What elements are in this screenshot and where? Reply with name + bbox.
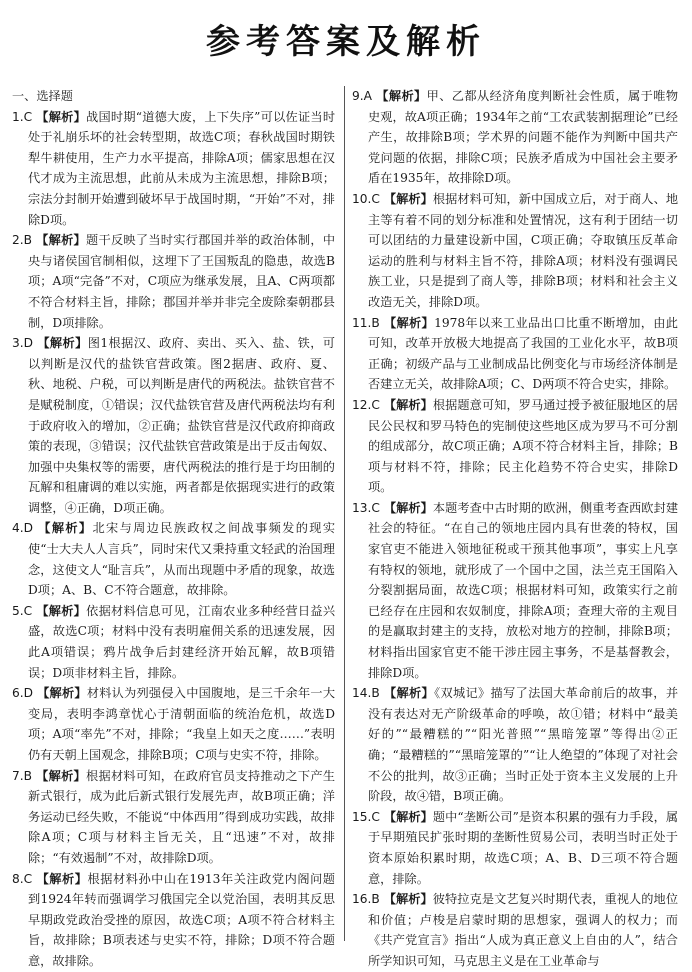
item-answer: B: [23, 233, 33, 248]
item-text: 1978年以来工业品出口比重不断增加，由此可知，改革开放极大地提高了我国的工业化水平，故B项正确；初级产品与工业制成品比例变化与市场经济体制是否建立无关，故排除A项；C、D两项不符合史实，排除。: [368, 315, 678, 392]
answer-item: [12, 333, 335, 518]
item-text: 根据材料孙中山在1913年关注政党内阁问题到1924年转而强调学习俄国完全以党治国，表明其反思早期政党政治受挫的原因，故选C项；A项不符合材料主旨，故排除；B项表述与史实不符，排除；D项不符合题意，故排除。: [28, 871, 335, 968]
answer-item: [352, 683, 678, 807]
item-text: 题干反映了当时实行郡国并举的政治体制，中央与诸侯国官制相似，这埋下了王国叛乱的隐患，故选B项；A项“完备”不对，C项应为继承发展，且A、C两项都不符合材料主旨，排除；郡国并举并非完全废除秦朝郡县制，D项排除。: [28, 233, 336, 330]
item-text: 甲、乙都从经济角度判断社会性质，属于唯物史观，故A项正确；1934年之前“工农武装割据理论”已经产生，故排除B项；学术界的问题不能作为判断中国共产党问题的依据，排除C项；民族矛盾成为中国社会主要矛盾在1935年，故排除D项。: [368, 89, 679, 186]
analysis-tag: 【解析】: [37, 686, 87, 701]
analysis-tag: 【解析】: [383, 191, 433, 206]
answer-item: [12, 107, 335, 231]
item-answer: C: [371, 809, 380, 824]
item-text: 战国时期“道德大废，上下失序”可以佐证当时处于礼崩乐坏的社会转型期，故选C项；春秋战国时期铁犁牛耕使用，生产力水平提高，排除A项；儒家思想在汉代才成为主流思想，此前从未成为主流思想，排除B项；宗法分封制开始遭到破坏早于战国时期，“开始”不对，排除D项。: [28, 109, 336, 227]
analysis-tag: 【解析】: [37, 336, 88, 351]
item-text: 《双城记》描写了法国大革命前后的故事，并没有表达对无产阶级革命的呼唤，故①错；材料中“最美好的”“最糟糕的”“阳光普照”“黑暗笼罩”等得出②正确；“最糟糕的”“黑暗笼罩的”“让人绝望的”体现了对社会不公的批判，故③正确；当时正处于资本主义发展的上升阶段，故④错，B项正确。: [368, 686, 679, 804]
item-text: 依据材料信息可见，江南农业多种经营日益兴盛，故选C项；材料中没有表明雇佣关系的迅速发展，因此A项错误；鸦片战争后封建经济开始瓦解，故B项错误；D项非材料主旨，排除。: [28, 603, 336, 680]
item-text: 本题考查中古时期的欧洲，侧重考查西欧封建社会的特征。“在自己的领地庄园内具有世袭的特权，国家官吏不能进入领地征税或干预其他事项”，事实上凡享有特权的领地，就形成了一个国中之国，法兰克王国陷入分裂割据局面，故选C项；根据材料可知，政策实行之前已经存在庄园和农奴制度，排除A项；查理大帝的主观目的是赢取封建主的支持，放松对地方的控制，排除B项；材料指出国家官吏不能干涉庄园主事务，不是基督教会，排除D项。: [368, 500, 679, 680]
analysis-tag: 【解析】: [383, 500, 433, 515]
answer-item: [352, 86, 678, 189]
item-answer: A: [363, 89, 372, 103]
item-answer: B: [371, 315, 380, 330]
answer-item: [12, 683, 335, 765]
item-text: 根据题意可知，罗马通过授予被征服地区的居民公民权和罗马特色的宪制使这些地区成为罗马不可分割的组成部分，故C项正确；A项不符合材料主旨，排除；B项与材料不符，排除；民主化趋势不符合史实，排除D项。: [368, 397, 679, 495]
item-answer: B: [371, 686, 380, 701]
item-text: 彼特拉克是文艺复兴时期代表，重视人的地位和价值；卢梭是启蒙时期的思想家，强调人的权力；而《共产党宣言》指出“人成为真正意义上自由的人”，结合所学知识可知，马克思主义是在工业革命与: [368, 892, 679, 968]
item-number: 6.: [12, 686, 24, 701]
item-text: 根据材料可知，在政府官员支持推动之下产生新式银行，成为此后新式银行发展先声，故B项正确；洋务运动已经失败，不能说“中体西用”得到成功实践，故排除A项；C项与材料主旨无关，且“迅速”不对，故排除；“有效遏制”不对，故排除D项。: [28, 768, 336, 865]
item-answer: D: [23, 686, 34, 701]
item-answer: B: [23, 768, 33, 783]
answer-item: [352, 395, 678, 498]
analysis-tag: 【解析】: [383, 315, 435, 330]
item-answer: C: [23, 871, 33, 886]
analysis-tag: 【解析】: [36, 233, 87, 248]
item-number: 2.: [12, 233, 24, 248]
answer-item: [352, 313, 678, 395]
left-column: [12, 86, 335, 972]
right-column: [352, 86, 678, 972]
item-number: 15.: [352, 809, 372, 824]
item-number: 9.: [352, 89, 364, 103]
answer-item: [352, 189, 678, 313]
analysis-tag: 【解析】: [36, 871, 88, 886]
answer-item: [12, 601, 335, 683]
item-number: 3.: [12, 336, 24, 351]
item-number: 5.: [12, 603, 24, 618]
answer-item: [12, 230, 335, 333]
item-answer: D: [23, 336, 34, 351]
section-heading: 一、选择题: [12, 89, 73, 103]
item-number: 12.: [352, 397, 372, 412]
item-answer: C: [23, 603, 33, 618]
analysis-tag: 【解析】: [38, 521, 93, 536]
answer-item: [12, 518, 335, 600]
analysis-tag: 【解析】: [36, 109, 87, 124]
answer-item: [352, 889, 678, 971]
answer-item: [12, 766, 335, 869]
item-text: 根据材料可知，新中国成立后，对于商人、地主等有着不同的划分标准和处置情况，这有利于团结一切可以团结的力量建设新中国，C项正确；夺取镇压反革命运动的胜利与材料主旨不符，排除A项；材料没有强调民族工业，只是提到了商人等，排除B项；材料和社会主义改造无关，排除D项。: [368, 191, 679, 309]
item-number: 10.: [352, 191, 372, 206]
analysis-tag: 【解析】: [376, 89, 427, 103]
answer-item: [12, 869, 335, 972]
column-divider: [344, 86, 345, 941]
item-number: 7.: [12, 768, 24, 783]
item-number: 8.: [12, 871, 24, 886]
analysis-tag: 【解析】: [36, 768, 87, 783]
item-answer: C: [23, 109, 33, 124]
item-answer: B: [371, 892, 380, 907]
item-number: 1.: [12, 109, 24, 124]
item-answer: D: [23, 521, 34, 536]
page-title: 参考答案及解析: [206, 22, 486, 62]
item-number: 4.: [12, 521, 24, 536]
item-text: 题中“垄断公司”是资本积累的强有力手段，属于早期殖民扩张时期的垄断性贸易公司，表明当时正处于资本原始积累时期，故选C项；A、B、D三项不符合题意，排除。: [368, 809, 679, 886]
item-answer: C: [371, 397, 380, 412]
analysis-tag: 【解析】: [383, 397, 433, 412]
item-number: 11.: [352, 315, 372, 330]
item-number: 14.: [352, 686, 372, 701]
analysis-tag: 【解析】: [383, 686, 435, 701]
item-text: 北宋与周边民族政权之间战事频发的现实使“士大夫人人言兵”，同时宋代又秉持重文轻武的治国理念，这使文人“耻言兵”，从而出现题中矛盾的现象，故选D项；A、B、C不符合题意，故排除。: [28, 521, 336, 598]
item-answer: C: [371, 191, 380, 206]
item-text: 图1根据汉、政府、卖出、买入、盐、铁，可以判断是汉代的盐铁官营政策。图2据唐、政府、夏、秋、地税、户税，可以判断是唐代的两税法。盐铁官营不是赋税制度，①错误；汉代盐铁官营及唐代两税法均有利于政府收入的增加，②正确；盐铁官营是汉代政府抑商政策的表现，③错误；汉代盐铁官营政策是出于反击匈奴、加强中央集权等的需要，唐代两税法的推行是于均田制的瓦解和租庸调的难以实施，两者都是依据现实进行的政策调整，④正确，D项正确。: [28, 336, 335, 515]
item-number: 13.: [352, 500, 372, 515]
item-answer: C: [371, 500, 380, 515]
analysis-tag: 【解析】: [383, 892, 433, 907]
analysis-tag: 【解析】: [383, 809, 433, 824]
analysis-tag: 【解析】: [36, 603, 87, 618]
item-text: 材料认为列强侵入中国腹地，是三千余年一大变局，表明李鸿章忧心于清朝面临的统治危机，故选D项；A项“率先”不对，排除；“我皇上如天之度……”表明仍有天朝上国观念，排除B项；C项与史实不符，排除。: [28, 686, 336, 762]
item-number: 16.: [352, 892, 372, 907]
answer-item: [352, 807, 678, 889]
answer-item: [352, 498, 678, 683]
